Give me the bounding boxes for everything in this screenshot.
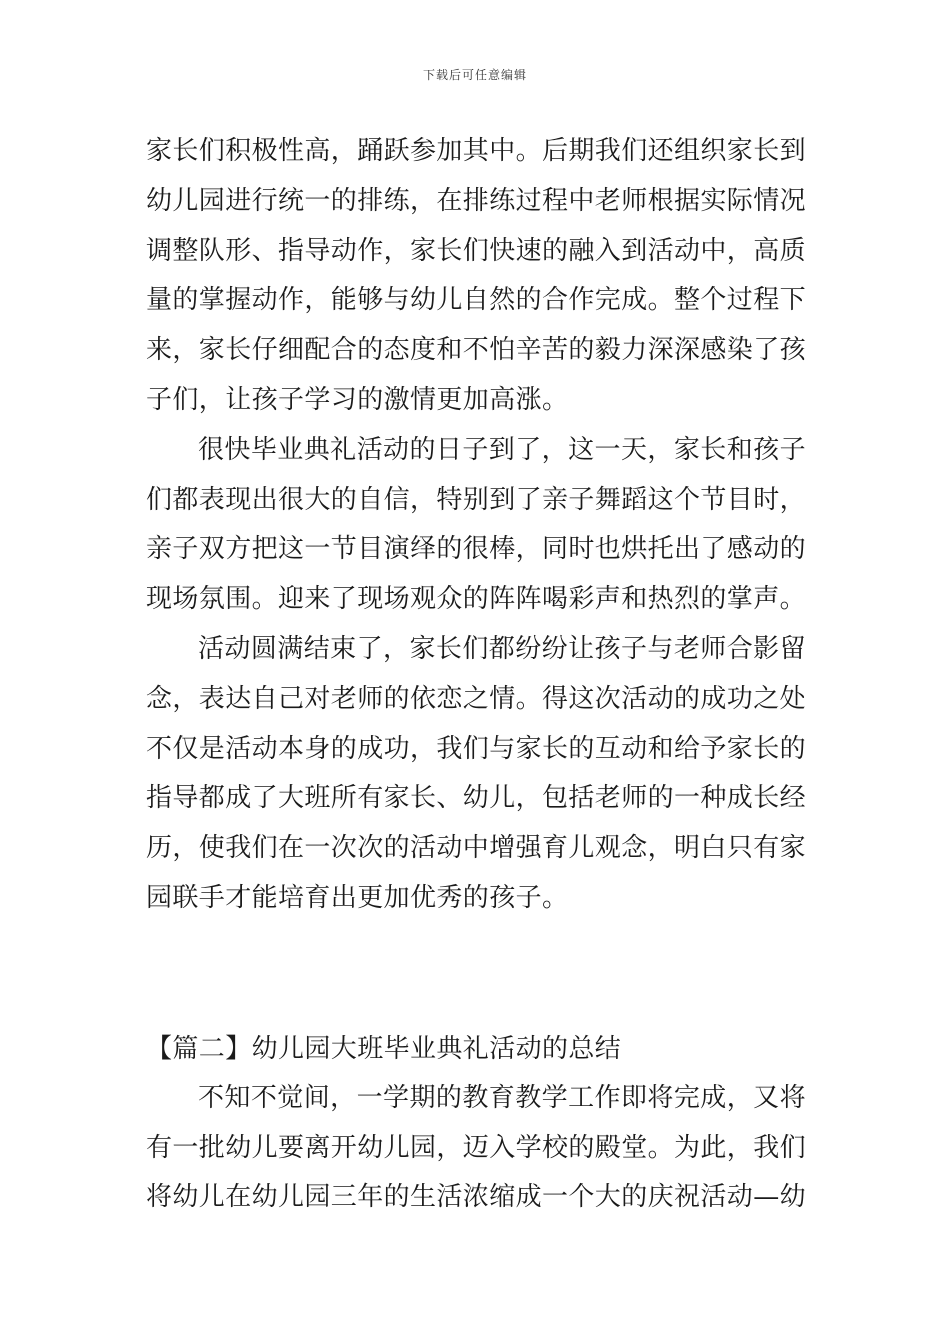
header-note: 下载后可任意编辑	[422, 68, 527, 82]
section-heading: 【篇二】幼儿园大班毕业典礼活动的总结	[146, 1033, 622, 1064]
document-body	[146, 127, 806, 1223]
section-paragraph: 不知不觉间，一学期的教育教学工作即将完成，又将有一批幼儿要离开幼儿园，迈入学校的殿堂。为此，我们将幼儿在幼儿园三年的生活浓缩成一个大的庆祝活动—幼	[146, 1082, 807, 1213]
paragraph-activity-end: 活动圆满结束了，家长们都纷纷让孩子与老师合影留念，表达自己对老师的依恋之情。得这次活动的成功之处不仅是活动本身的成功，我们与家长的互动和给予家长的指导都成了大班所有家长、幼儿，包括老师的一种成长经历，使我们在一次次的活动中增强育儿观念，明白只有家园联手才能培育出更加优秀的孩子。	[146, 633, 807, 913]
paragraph-continued: 家长们积极性高，踊跃参加其中。后期我们还组织家长到幼儿园进行统一的排练，在排练过程中老师根据实际情况调整队形、指导动作，家长们快速的融入到活动中，高质量的掌握动作，能够与幼儿自然的合作完成。整个过程下来，家长仔细配合的态度和不怕辛苦的毅力深深感染了孩子们，让孩子学习的激情更加高涨。	[146, 136, 807, 415]
section-spacer	[146, 924, 806, 1024]
paragraph-graduation-day: 很快毕业典礼活动的日子到了，这一天，家长和孩子们都表现出很大的自信，特别到了亲子舞蹈这个节目时，亲子双方把这一节目演绎的很棒，同时也烘托出了感动的现场氛围。迎来了现场观众的阵阵喝彩声和热烈的掌声。	[146, 434, 807, 615]
